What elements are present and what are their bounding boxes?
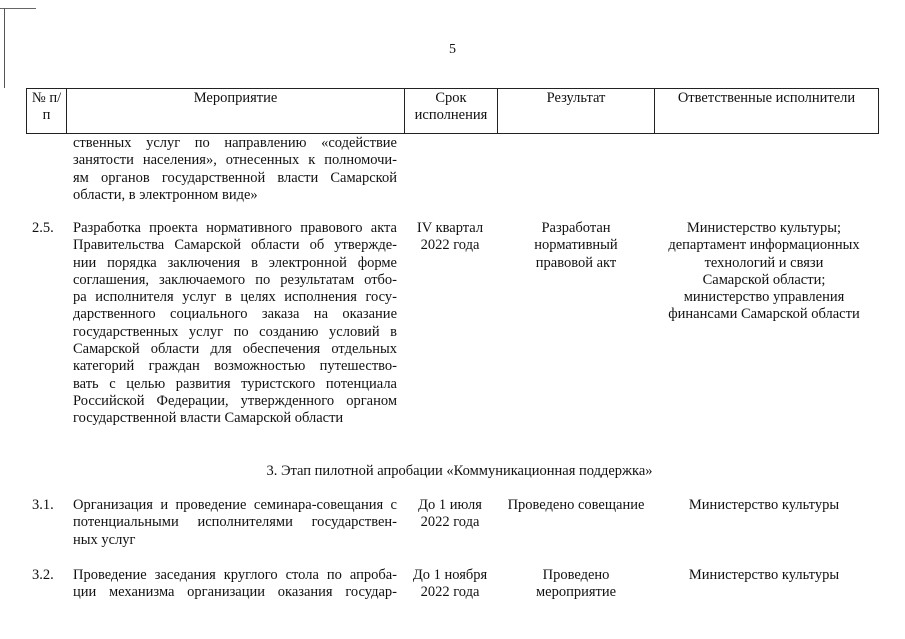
- result: [498, 497, 654, 514]
- result: [498, 567, 654, 602]
- event-line: государственной власти Самарской области: [73, 410, 344, 427]
- event-line: государственных услуг по созданию условий в: [73, 323, 397, 340]
- deadline: [404, 220, 496, 255]
- responsible-line: департамент информационных: [668, 237, 860, 254]
- event-line: категорий граждан возможностью путешество-: [73, 358, 397, 375]
- event-text: [73, 135, 397, 204]
- deadline-line: 2022 года: [420, 514, 480, 531]
- responsible-line: финансами Самарской области: [668, 306, 860, 323]
- header-event: Мероприятие: [67, 89, 405, 134]
- event-text: [73, 497, 397, 549]
- event-text: [73, 567, 397, 602]
- event-line: Российской Федерации, утвержденного органом: [73, 392, 397, 409]
- row-number: 2.5.: [32, 220, 54, 236]
- event-line: ных услуг: [73, 531, 136, 548]
- event-line: занятости населения», отнесенных к полномочи-: [73, 152, 397, 169]
- section-title-3: 3. Этап пилотной апробации «Коммуникационная поддержка»: [266, 463, 653, 479]
- responsible: [656, 567, 872, 584]
- responsible-line: Самарской области;: [702, 271, 826, 288]
- header-date-line1: Срок: [435, 90, 467, 106]
- result-line: Разработан: [541, 220, 611, 236]
- result-line: Проведено совещание: [507, 497, 645, 513]
- header-result: Результат: [498, 89, 655, 134]
- row-number: 3.2.: [32, 567, 54, 583]
- deadline: [404, 497, 496, 532]
- header-date: [405, 89, 498, 134]
- event-line: нии порядка заключения в электронной форме: [73, 254, 397, 271]
- row-number: 3.1.: [32, 497, 54, 513]
- responsible-line: министерство управления: [683, 289, 845, 306]
- deadline: [404, 567, 496, 602]
- event-line: вать с целью развития туристского потенциала: [73, 375, 397, 392]
- page-number: 5: [449, 42, 456, 57]
- deadline-line: До 1 июля: [418, 497, 482, 513]
- event-line: ям органов государственной власти Самарской: [73, 169, 397, 186]
- header-date-line2: исполнения: [414, 107, 488, 123]
- responsible-line: Министерство культуры: [688, 497, 840, 513]
- header-num: № п/п: [27, 89, 67, 134]
- responsible-line: Министерство культуры;: [686, 220, 842, 236]
- deadline-line: До 1 ноября: [412, 567, 488, 583]
- responsible: [656, 220, 872, 324]
- event-line: Правительства Самарской области об утвержде-: [73, 237, 397, 254]
- event-line: ственных услуг по направлению «содействие: [73, 135, 397, 151]
- responsible-line: технологий и связи: [704, 254, 824, 271]
- event-line: области, в электронном виде»: [73, 186, 258, 203]
- event-text: [73, 220, 397, 428]
- result-line: правовой акт: [535, 254, 617, 271]
- event-line: потенциальными исполнителями государствен-: [73, 514, 397, 531]
- event-line: соглашения, заключаемого по результатам отбо-: [73, 271, 397, 288]
- header-responsible: Ответственные исполнители: [655, 89, 879, 134]
- scan-edge-mark: [0, 8, 36, 9]
- event-line: Разработка проекта нормативного правового акта: [73, 220, 397, 236]
- result-line: Проведено: [542, 567, 610, 583]
- table-header: [26, 88, 879, 134]
- deadline-line: 2022 года: [420, 237, 480, 254]
- event-line: дарственного социального заказа на оказание: [73, 306, 397, 323]
- result: [498, 220, 654, 272]
- deadline-line: IV квартал: [416, 220, 484, 236]
- result-line: нормативный: [534, 237, 618, 254]
- deadline-line: 2022 года: [420, 584, 480, 601]
- responsible: [656, 497, 872, 514]
- responsible-line: Министерство культуры: [688, 567, 840, 583]
- event-line: Самарской области для обеспечения отдельных: [73, 341, 397, 358]
- event-line: Организация и проведение семинара-совещания с: [73, 497, 397, 513]
- result-line: мероприятие: [535, 584, 617, 601]
- event-line: ра исполнителя услуг в целях исполнения госу-: [73, 289, 397, 306]
- event-line: ции механизма организации оказания государ-: [73, 584, 397, 601]
- event-line: Проведение заседания круглого стола по апроба-: [73, 567, 397, 583]
